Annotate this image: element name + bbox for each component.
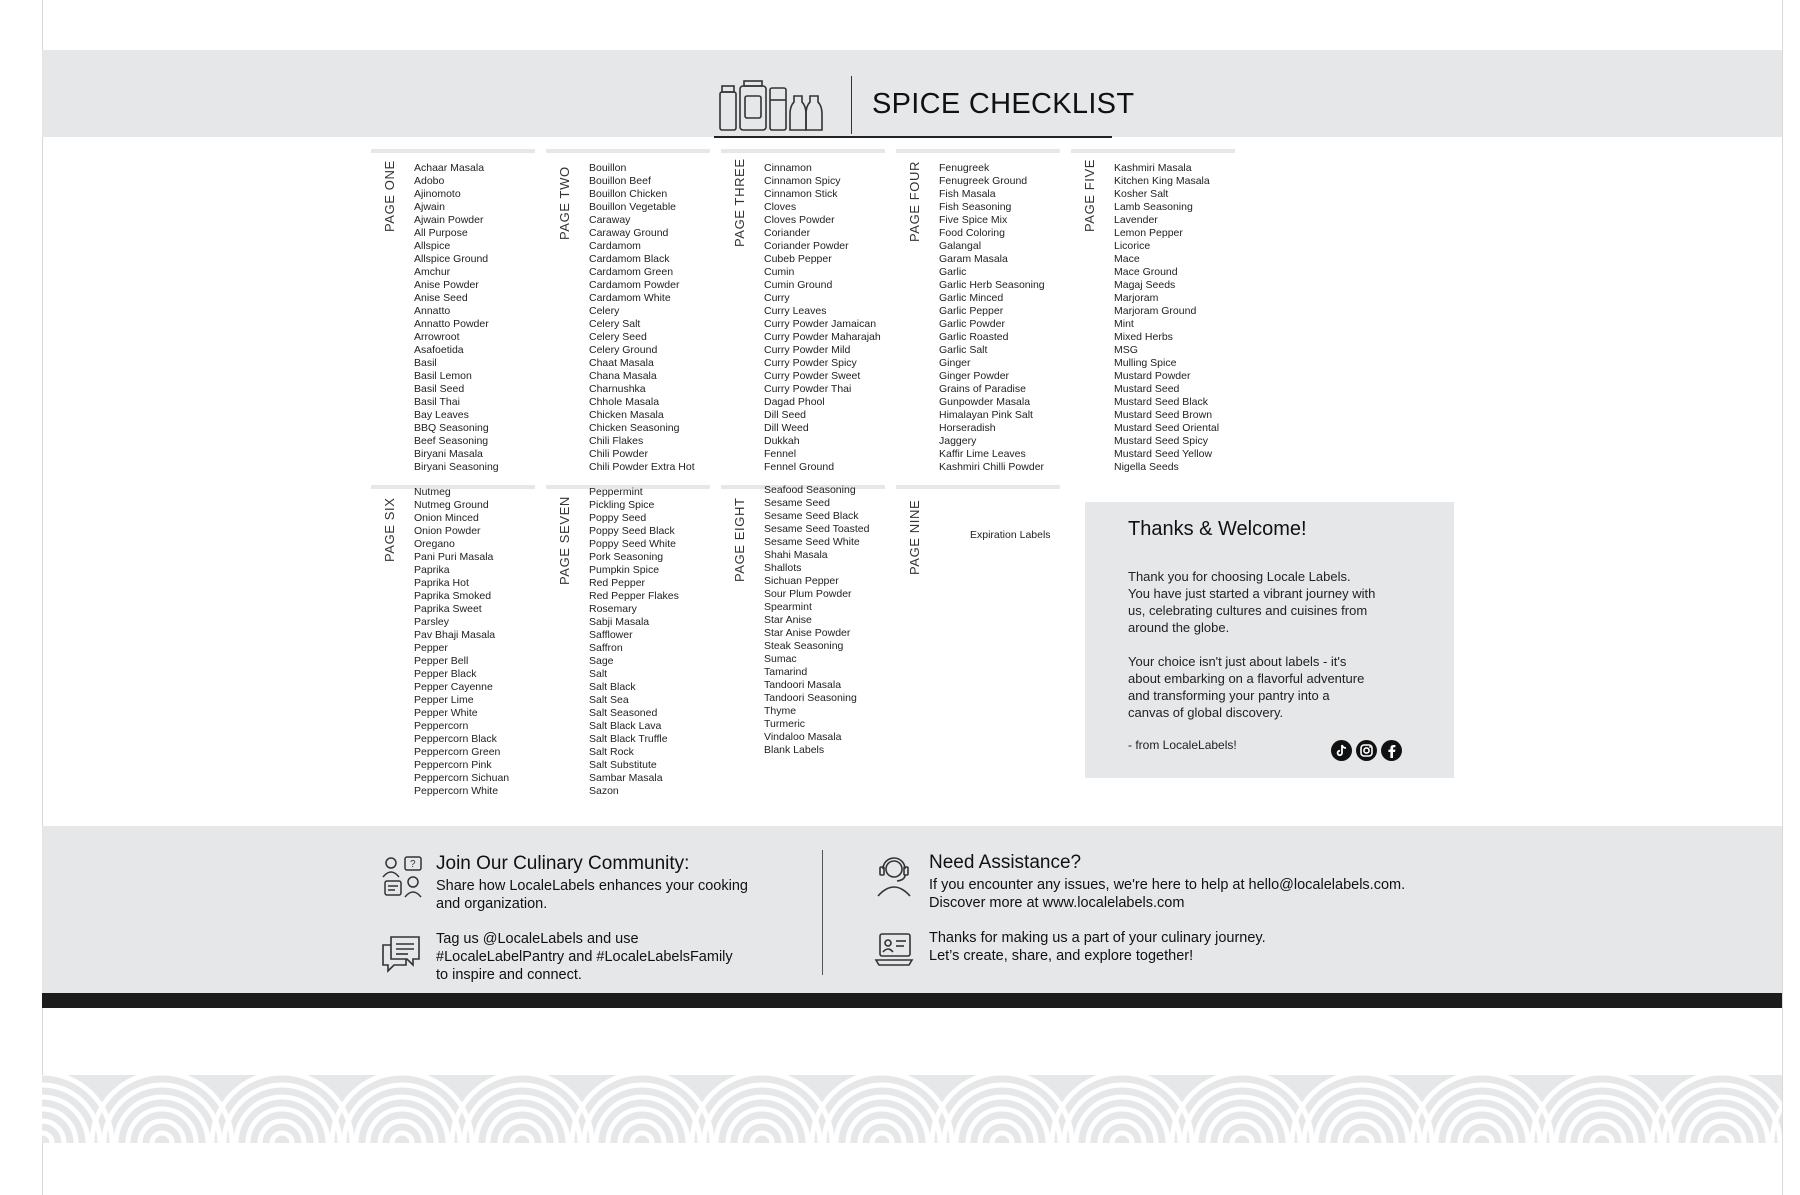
spice-item: Cinnamon Stick [764, 188, 838, 200]
spice-item: Peppermint [589, 486, 643, 498]
spice-item: Chicken Seasoning [589, 422, 680, 434]
spice-item: Cardamom Powder [589, 279, 680, 291]
welcome-p1-line: Thank you for choosing Locale Labels. [1128, 569, 1351, 584]
spice-item: Cumin [764, 266, 795, 278]
spice-item: Chana Masala [589, 370, 657, 382]
spice-item: Curry Powder Maharajah [764, 331, 881, 343]
spice-item: Fennel [764, 448, 797, 460]
spice-item: Fish Seasoning [939, 201, 1012, 213]
spice-item: Nigella Seeds [1114, 461, 1179, 473]
welcome-signature: - from LocaleLabels! [1128, 738, 1237, 752]
spice-item: Cloves Powder [764, 214, 835, 226]
column-divider [896, 149, 1060, 153]
spice-item: Pepper [414, 642, 448, 654]
spice-item: Sage [589, 655, 614, 667]
spice-item: Tamarind [764, 666, 808, 678]
page-label: PAGE NINE [907, 499, 922, 575]
spice-item: Lavender [1114, 214, 1158, 226]
spice-item: Pepper Lime [414, 694, 474, 706]
checklist-column [546, 149, 710, 479]
spice-item: Garlic Herb Seasoning [939, 279, 1045, 291]
column-divider [546, 149, 710, 153]
welcome-card [1085, 502, 1454, 778]
spice-item: Salt Seasoned [589, 707, 658, 719]
spice-item: Allspice [414, 240, 451, 252]
page-edge-right [1782, 0, 1783, 1195]
spice-item: Pepper Bell [414, 655, 469, 667]
spice-item: Allspice Ground [414, 253, 489, 265]
spice-item: Ajinomoto [414, 188, 461, 200]
spice-item: Chili Powder [589, 448, 648, 460]
spice-item: Pumpkin Spice [589, 564, 660, 576]
community-tag-line: Tag us @LocaleLabels and use [436, 931, 639, 947]
spice-item: Mustard Seed [1114, 383, 1180, 395]
page-label: PAGE THREE [732, 158, 747, 247]
spice-item: Celery Ground [589, 344, 658, 356]
welcome-p1-line: around the globe. [1128, 620, 1230, 635]
spice-item: Grains of Paradise [939, 383, 1026, 395]
spice-item: Food Coloring [939, 227, 1005, 239]
spice-list [1114, 162, 1219, 474]
spice-item: Caraway [589, 214, 631, 226]
spice-item: Amchur [414, 266, 451, 278]
spice-item: Peppercorn White [414, 785, 499, 797]
spice-item: Peppercorn [414, 720, 469, 732]
spice-item: Shahi Masala [764, 549, 828, 561]
spice-item: Sesame Seed Toasted [764, 523, 870, 535]
spice-item: Star Anise [764, 614, 812, 626]
instagram-icon[interactable] [1356, 740, 1377, 761]
welcome-title: Thanks & Welcome! [1128, 518, 1307, 540]
spice-list [939, 162, 1045, 474]
spice-item: Fenugreek [939, 162, 990, 174]
footer-divider [822, 850, 823, 975]
spice-item: Beef Seasoning [414, 435, 489, 447]
spice-item: Coriander [764, 227, 811, 239]
spice-item: Celery [589, 305, 620, 317]
page-label: PAGE ONE [382, 160, 397, 232]
spice-item: Salt Black Truffle [589, 733, 668, 745]
checklist-column [721, 485, 885, 815]
spice-item: MSG [1114, 344, 1138, 356]
spice-item: Garlic Salt [939, 344, 988, 356]
facebook-icon[interactable] [1381, 740, 1402, 761]
community-tag-line: #LocaleLabelPantry and #LocaleLabelsFamily [436, 949, 733, 965]
column-divider [1071, 149, 1235, 153]
spice-item: Kitchen King Masala [1114, 175, 1210, 187]
welcome-paragraph-1 [1128, 568, 1428, 636]
spice-item: Poppy Seed White [589, 538, 676, 550]
laptop-icon [874, 930, 914, 970]
spice-item: Curry Powder Mild [764, 344, 851, 356]
spice-item: Peppercorn Green [414, 746, 501, 758]
spice-item: Chicken Masala [589, 409, 664, 421]
spice-item: Cardamom Green [589, 266, 674, 278]
spice-item: Basil Thai [414, 396, 460, 408]
spice-item: Mulling Spice [1114, 357, 1177, 369]
spice-item: Red Pepper [589, 577, 646, 589]
page-edge-left [42, 0, 43, 1195]
spice-item: Blank Labels [764, 744, 825, 756]
spice-item: Bouillon [589, 162, 627, 174]
spice-item: Mustard Seed Black [1114, 396, 1208, 408]
assistance-text [929, 876, 1405, 912]
spice-item: Chili Powder Extra Hot [589, 461, 695, 473]
spice-item: Parsley [414, 616, 450, 628]
column-divider [896, 485, 1060, 489]
spice-item: Vindaloo Masala [764, 731, 842, 743]
spice-item: Curry Powder Jamaican [764, 318, 877, 330]
assistance-text-line: If you encounter any issues, we're here to help at hello@localelabels.com. [929, 877, 1406, 893]
spice-item: Curry Powder Thai [764, 383, 852, 395]
spice-item: Tandoori Seasoning [764, 692, 857, 704]
spice-item: Nutmeg [414, 486, 451, 498]
spice-item: Expiration Labels [970, 529, 1051, 541]
spice-jars-icon [718, 80, 826, 132]
spice-item: Rosemary [589, 603, 637, 615]
spice-item: Sazon [589, 785, 619, 797]
support-agent-icon [874, 854, 914, 898]
spice-item: Arrowroot [414, 331, 460, 343]
checklist-column [371, 485, 535, 815]
spice-item: Poppy Seed Black [589, 525, 675, 537]
spice-item: Poppy Seed [589, 512, 647, 524]
spice-item: Paprika Smoked [414, 590, 492, 602]
spice-item: Fenugreek Ground [939, 175, 1028, 187]
spice-item: Fish Masala [939, 188, 996, 200]
spice-item: Curry [764, 292, 790, 304]
spice-item: Salt [589, 668, 608, 680]
spice-item: Garlic Pepper [939, 305, 1004, 317]
spice-item: Marjoram Ground [1114, 305, 1197, 317]
spice-item: Dukkah [764, 435, 800, 447]
spice-item: Curry Powder Spicy [764, 357, 857, 369]
assistance-thanks-line: Thanks for making us a part of your culinary journey. [929, 930, 1266, 946]
checklist-column [721, 149, 885, 479]
spice-item: Pork Seasoning [589, 551, 664, 563]
spice-item: Curry Powder Sweet [764, 370, 861, 382]
spice-item: Ginger Powder [939, 370, 1010, 382]
spice-item: Sesame Seed Black [764, 510, 859, 522]
spice-item: Seafood Seasoning [764, 484, 856, 496]
spice-item: Peppercorn Sichuan [414, 772, 510, 784]
assistance-thanks-line: Let’s create, share, and explore together! [929, 948, 1194, 964]
assistance-title: Need Assistance? [929, 852, 1082, 873]
spice-item: Curry Leaves [764, 305, 827, 317]
checklist-column [1071, 149, 1235, 479]
spice-item: Peppercorn Black [414, 733, 497, 745]
community-text-line: and organization. [436, 896, 548, 912]
spice-item: Celery Seed [589, 331, 647, 343]
community-text [436, 877, 748, 913]
spice-item: Saffron [589, 642, 623, 654]
page-label: PAGE FOUR [907, 160, 922, 242]
spice-item: Kaffir Lime Leaves [939, 448, 1026, 460]
page-label: PAGE TWO [557, 166, 572, 240]
spice-item: Lemon Pepper [1114, 227, 1183, 239]
spice-item: Cumin Ground [764, 279, 833, 291]
community-tag-text [436, 930, 733, 984]
spice-item: Turmeric [764, 718, 806, 730]
page-title: SPICE CHECKLIST [872, 88, 1135, 120]
spice-item: Steak Seasoning [764, 640, 844, 652]
community-icon [381, 855, 425, 899]
spice-item: Achaar Masala [414, 162, 485, 174]
spice-item: Cinnamon [764, 162, 812, 174]
spice-item: Gunpowder Masala [939, 396, 1031, 408]
spice-item: Garlic Roasted [939, 331, 1009, 343]
column-divider [721, 149, 885, 153]
spice-item: Chili Flakes [589, 435, 644, 447]
spice-item: Paprika Hot [414, 577, 469, 589]
spice-item: Chhole Masala [589, 396, 660, 408]
spice-item: Pepper Cayenne [414, 681, 493, 693]
spice-item: Salt Sea [589, 694, 629, 706]
spice-list [589, 162, 695, 474]
spice-item: Salt Black Lava [589, 720, 662, 732]
assistance-text-line: Discover more at www.localelabels.com [929, 895, 1185, 911]
spice-item: Kashmiri Chilli Powder [939, 461, 1045, 473]
spice-item: Licorice [1114, 240, 1151, 252]
spice-item: Celery Salt [589, 318, 641, 330]
community-text-line: Share how LocaleLabels enhances your cooking [436, 878, 748, 894]
spice-item: Horseradish [939, 422, 996, 434]
spice-item: Mint [1114, 318, 1134, 330]
spice-item: Marjoram [1114, 292, 1159, 304]
spice-item: Sabji Masala [589, 616, 650, 628]
spice-item: Pav Bhaji Masala [414, 629, 496, 641]
spice-item: Biryani Seasoning [414, 461, 499, 473]
spice-item: Salt Black [589, 681, 636, 693]
spice-item: Paprika [414, 564, 450, 576]
spice-item: Salt Rock [589, 746, 634, 758]
spice-item: Onion Minced [414, 512, 479, 524]
assistance-thanks-text [929, 929, 1266, 965]
community-title: Join Our Culinary Community: [436, 853, 690, 874]
welcome-p2-line: canvas of global discovery. [1128, 705, 1284, 720]
spice-item: Dill Seed [764, 409, 807, 421]
spice-item: Ginger [939, 357, 971, 369]
spice-item: Lamb Seasoning [1114, 201, 1193, 213]
spice-item: Garlic Powder [939, 318, 1005, 330]
spice-item: Cardamom [589, 240, 641, 252]
spice-item: Cardamom White [589, 292, 671, 304]
spice-item: Onion Powder [414, 525, 481, 537]
spice-item: All Purpose [414, 227, 468, 239]
checklist-column [546, 485, 710, 815]
spice-item: Ajwain [414, 201, 445, 213]
footer-black-bar [42, 993, 1782, 1008]
spice-item: Basil Lemon [414, 370, 472, 382]
spice-list [414, 162, 499, 474]
community-tag-line: to inspire and connect. [436, 967, 582, 983]
page-label: PAGE FIVE [1082, 158, 1097, 232]
spice-item: Sichuan Pepper [764, 575, 839, 587]
checklist-column [896, 485, 1060, 815]
spice-item: Biryani Masala [414, 448, 483, 460]
spice-item: Garam Masala [939, 253, 1008, 265]
chat-icon [379, 933, 423, 975]
checklist-column [896, 149, 1060, 479]
spice-item: Cloves [764, 201, 797, 213]
spice-item: Bouillon Chicken [589, 188, 668, 200]
spice-item: Chaat Masala [589, 357, 654, 369]
welcome-p2-line: about embarking on a flavorful adventure [1128, 671, 1365, 686]
spice-item: Mixed Herbs [1114, 331, 1173, 343]
spice-item: Himalayan Pink Salt [939, 409, 1033, 421]
spice-item: Spearmint [764, 601, 812, 613]
column-divider [371, 149, 535, 153]
spice-item: Kosher Salt [1114, 188, 1169, 200]
wave-pattern-art [42, 1075, 1782, 1143]
spice-item: Shallots [764, 562, 802, 574]
spice-item: Bouillon Vegetable [589, 201, 676, 213]
spice-item: Cardamom Black [589, 253, 670, 265]
welcome-p2-line: and transforming your pantry into a [1128, 688, 1330, 703]
spice-list [414, 486, 509, 798]
svg-text:?: ? [410, 859, 416, 870]
spice-item: Sour Plum Powder [764, 588, 852, 600]
spice-item: Annatto Powder [414, 318, 489, 330]
spice-item: Sesame Seed White [764, 536, 860, 548]
spice-item: Cubeb Pepper [764, 253, 832, 265]
spice-item: Peppercorn Pink [414, 759, 492, 771]
checklist-column [371, 149, 535, 479]
spice-item: Thyme [764, 705, 797, 717]
spice-item: Garlic Minced [939, 292, 1004, 304]
spice-item: Sambar Masala [589, 772, 663, 784]
spice-list [970, 529, 1051, 542]
page-label: PAGE SIX [382, 497, 397, 562]
spice-item: Oregano [414, 538, 455, 550]
spice-item: Pepper White [414, 707, 478, 719]
spice-item: Charnushka [589, 383, 646, 395]
tiktok-icon[interactable] [1331, 740, 1352, 761]
spice-item: Tandoori Masala [764, 679, 842, 691]
title-divider [851, 76, 852, 134]
spice-item: Dill Weed [764, 422, 809, 434]
spice-item: Cinnamon Spicy [764, 175, 841, 187]
welcome-p1-line: us, celebrating cultures and cuisines from [1128, 603, 1368, 618]
spice-item: Jaggery [939, 435, 977, 447]
spice-item: Garlic [939, 266, 967, 278]
spice-item: Anise Seed [414, 292, 468, 304]
spice-item: Mace Ground [1114, 266, 1178, 278]
spice-item: Safflower [589, 629, 633, 641]
spice-item: Pepper Black [414, 668, 477, 680]
spice-item: Paprika Sweet [414, 603, 482, 615]
spice-item: Basil Seed [414, 383, 465, 395]
title-underline [714, 136, 1112, 138]
page-label: PAGE SEVEN [557, 496, 572, 585]
welcome-paragraph-2 [1128, 653, 1428, 721]
spice-list [589, 486, 679, 798]
spice-item: Mustard Seed Brown [1114, 409, 1213, 421]
spice-item: Magaj Seeds [1114, 279, 1176, 291]
spice-list [764, 484, 869, 757]
spice-item: Nutmeg Ground [414, 499, 489, 511]
spice-item: Ajwain Powder [414, 214, 484, 226]
spice-item: Salt Substitute [589, 759, 657, 771]
spice-item: Adobo [414, 175, 445, 187]
spice-item: BBQ Seasoning [414, 422, 489, 434]
spice-item: Dagad Phool [764, 396, 825, 408]
spice-list [764, 162, 881, 474]
spice-item: Mace [1114, 253, 1140, 265]
spice-item: Annatto [414, 305, 451, 317]
welcome-p2-line: Your choice isn't just about labels - it's [1128, 654, 1347, 669]
spice-item: Bouillon Beef [589, 175, 651, 187]
spice-item: Mustard Seed Spicy [1114, 435, 1208, 447]
spice-item: Basil [414, 357, 437, 369]
spice-item: Sesame Seed [764, 497, 830, 509]
spice-item: Kashmiri Masala [1114, 162, 1192, 174]
spice-item: Asafoetida [414, 344, 464, 356]
spice-item: Caraway Ground [589, 227, 669, 239]
welcome-p1-line: You have just started a vibrant journey with [1128, 586, 1376, 601]
spice-item: Fennel Ground [764, 461, 835, 473]
spice-item: Pickling Spice [589, 499, 655, 511]
spice-item: Red Pepper Flakes [589, 590, 679, 602]
spice-item: Five Spice Mix [939, 214, 1008, 226]
page-label: PAGE EIGHT [732, 497, 747, 582]
spice-item: Mustard Powder [1114, 370, 1191, 382]
spice-item: Pani Puri Masala [414, 551, 494, 563]
spice-item: Galangal [939, 240, 982, 252]
spice-item: Star Anise Powder [764, 627, 851, 639]
spice-item: Coriander Powder [764, 240, 849, 252]
spice-item: Bay Leaves [414, 409, 469, 421]
spice-item: Sumac [764, 653, 797, 665]
spice-item: Mustard Seed Oriental [1114, 422, 1220, 434]
wave-pattern [42, 1075, 1782, 1143]
spice-item: Anise Powder [414, 279, 479, 291]
spice-item: Mustard Seed Yellow [1114, 448, 1213, 460]
